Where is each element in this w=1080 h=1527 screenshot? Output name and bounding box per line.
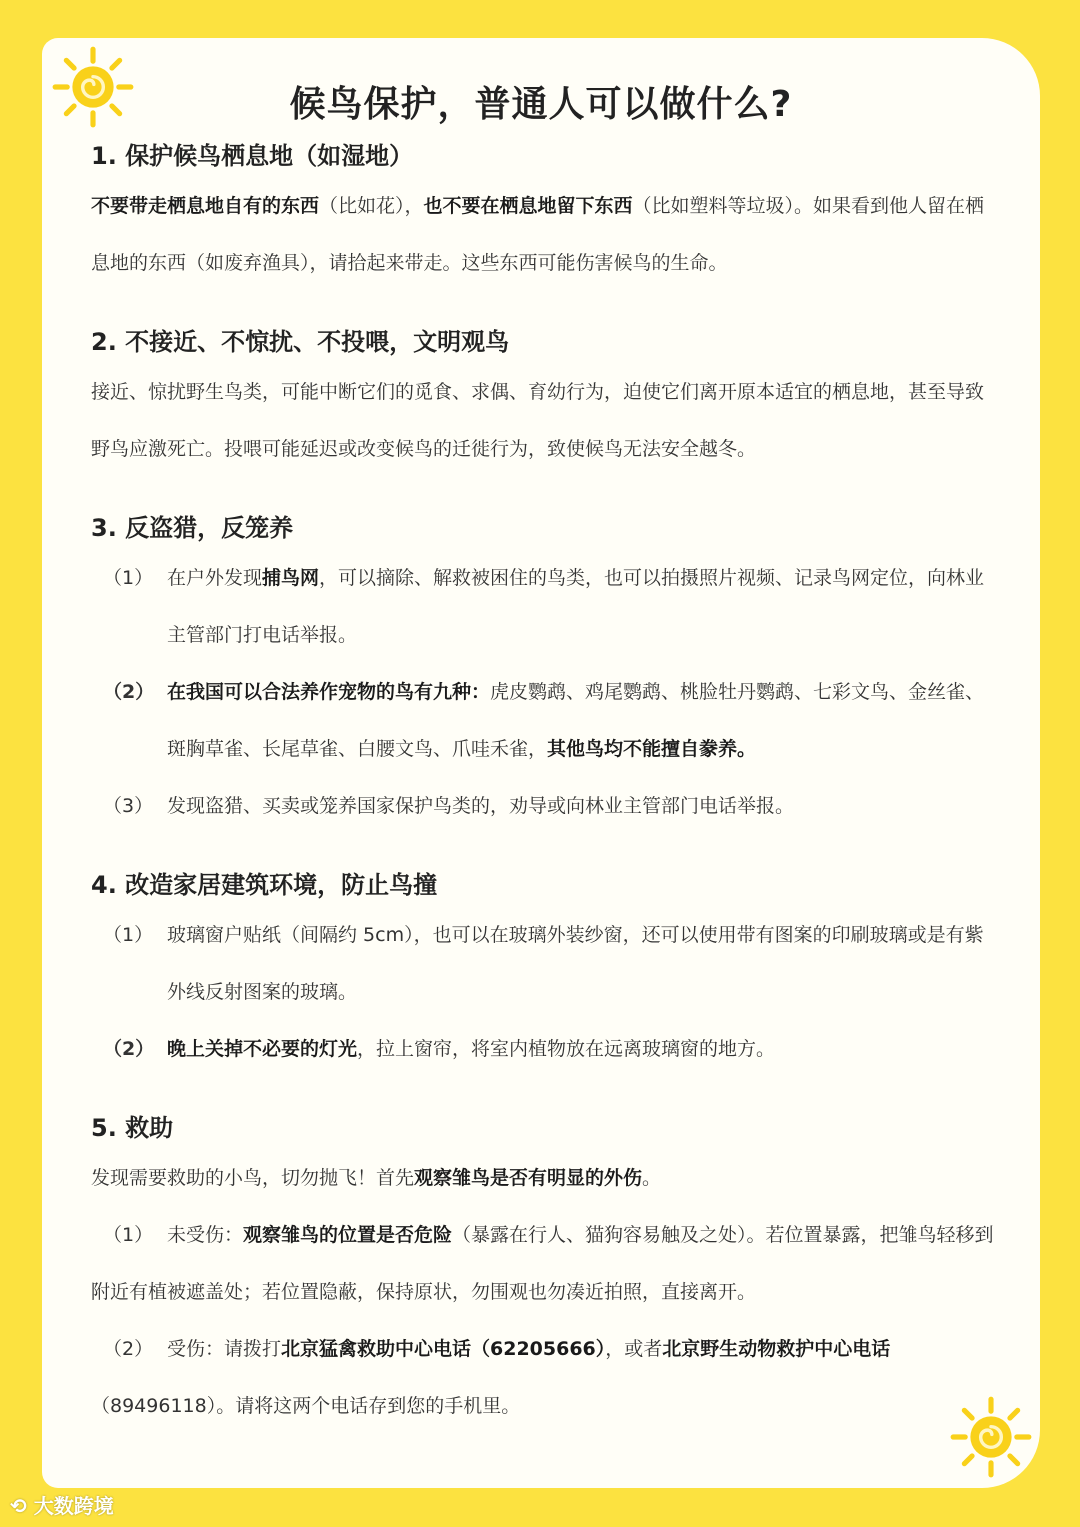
section-5-heading: 5. 救助 [91, 1114, 174, 1142]
bold-text: 北京猛禽救助中心电话（62205666） [281, 1338, 606, 1360]
bold-text: 晚上关掉不必要的灯光 [167, 1038, 358, 1060]
text: ，可以摘除、解救被困住的鸟类，也可以拍摄照片视频、记录鸟网定位，向林业主管部门打电话举报。 [167, 567, 985, 646]
bold-text: 其他鸟均不能擅自豢养。 [547, 738, 757, 760]
text: 未受伤： [167, 1224, 244, 1246]
section-5-intro [91, 1150, 994, 1207]
page-title: 候鸟保护，普通人可以做什么? [289, 84, 793, 125]
item-text [167, 1021, 994, 1078]
text: （比如花）， [319, 195, 424, 217]
text: （暴露在行人、猫狗容易触及之处）。若位置暴露，把雏鸟轻移到附近有植被遮盖处；若位置隐蔽，保持原状，勿围观也勿凑近拍照，直接离开。 [91, 1224, 994, 1303]
article-body [91, 134, 994, 1435]
section-5-item-1 [91, 1207, 994, 1321]
text: 受伤：请拨打 [167, 1338, 282, 1360]
item-text [167, 664, 994, 778]
item-number: （1） [103, 924, 154, 946]
logo-icon: ⟲ [10, 1494, 34, 1518]
section-2-heading: 2. 不接近、不惊扰、不投喂，文明观鸟 [91, 328, 510, 356]
section-3-heading: 3. 反盗猎，反笼养 [91, 514, 294, 542]
bold-text: 不要带走栖息地自有的东西 [91, 195, 320, 217]
section-4-heading: 4. 改造家居建筑环境，防止鸟撞 [91, 871, 438, 899]
list-item [91, 778, 994, 835]
text: ，拉上窗帘，将室内植物放在远离玻璃窗的地方。 [357, 1038, 776, 1060]
text: 发现需要救助的小鸟，切勿抛飞！首先 [91, 1167, 415, 1189]
item-number: （2） [103, 1338, 154, 1360]
text: （89496118）。请将这两个电话存到您的手机里。 [91, 1395, 521, 1417]
watermark-text: 大数跨境 [33, 1494, 114, 1518]
bold-text: 也不要在栖息地留下东西 [423, 195, 633, 217]
document-card [42, 38, 1040, 1488]
section-1-text [91, 178, 994, 292]
bold-text: 捕鸟网 [262, 567, 320, 589]
watermark-logo [10, 1490, 114, 1519]
item-number: （3） [103, 795, 154, 817]
text: （比如塑料等垃圾）。如果看到他人留在栖息地的东西（如废弃渔具），请拾起来带走。这些东西可能伤害候鸟的生命。 [91, 195, 985, 274]
item-text [167, 550, 994, 664]
text: 在户外发现 [167, 567, 263, 589]
list-item [91, 664, 994, 778]
text: 。 [642, 1167, 662, 1189]
section-5-item-2 [91, 1321, 994, 1435]
bold-text: 北京野生动物救护中心电话 [662, 1338, 891, 1360]
bold-text: 在我国可以合法养作宠物的鸟有九种： [167, 681, 491, 703]
list-item [91, 1021, 994, 1078]
section-1-heading: 1. 保护候鸟栖息地（如湿地） [91, 142, 414, 170]
item-number: （1） [103, 567, 154, 589]
bold-text: 观察雏鸟是否有明显的外伤 [414, 1167, 643, 1189]
item-number: （2） [103, 1038, 155, 1060]
text: 虎皮鹦鹉、鸡尾鹦鹉、桃脸牡丹鹦鹉、七彩文鸟、金丝雀、斑胸草雀、长尾草雀、白腰文鸟、爪哇禾雀， [167, 681, 985, 760]
item-text: 玻璃窗户贴纸（间隔约 5cm），也可以在玻璃外装纱窗，还可以使用带有图案的印刷玻璃或是有紫外线反射图案的玻璃。 [167, 924, 984, 1003]
item-text: 发现盗猎、买卖或笼养国家保护鸟类的，劝导或向林业主管部门电话举报。 [167, 795, 795, 817]
text: ，或者 [605, 1338, 663, 1360]
bold-text: 观察雏鸟的位置是否危险 [243, 1224, 453, 1246]
section-2-text: 接近、惊扰野生鸟类，可能中断它们的觅食、求偶、育幼行为，迫使它们离开原本适宜的栖息地，甚至导致野鸟应激死亡。投喂可能延迟或改变候鸟的迁徙行为，致使候鸟无法安全越冬。 [91, 381, 985, 460]
item-number: （2） [103, 681, 155, 703]
list-item [91, 907, 994, 1021]
list-item [91, 550, 994, 664]
item-number: （1） [103, 1224, 154, 1246]
